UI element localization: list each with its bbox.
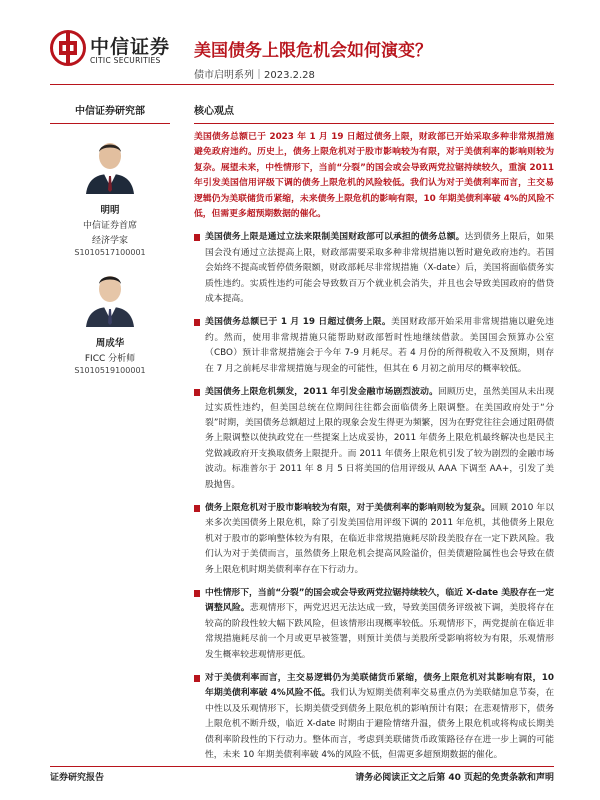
bullet-lead: 中性情形下，当前“分裂”的国会或会导致两党拉锯持续较久，临近 X-date 美股存在一定调整风险。 [205,587,554,614]
analyst-photo-icon [82,134,138,194]
list-item [194,671,554,763]
logo-name-en: CITIC SECURITIES [90,56,161,65]
list-item [194,385,554,493]
bullet-lead: 对于美债利率而言，主交易逻辑仍为美联储货币紧缩，债务上限危机对其影响有限，10 年期美债利率破 4%风险不低。 [205,673,554,699]
core-views-section [194,102,554,763]
bullet-body: 回顾 2010 年以来多次美国债务上限危机，除了引发美国信用评级下调的 2011 年危机，其他债务上限危机对于股市的影响整体较为有限，在临近非常规措施耗尽阶段美股存在一定下跌风险。我们认为对于美债而言，虽然债务上限危机会提高风险溢价，但美债避险属性也会导致在债务上限危机时期美债利率存在下行动力。 [205,502,554,575]
analyst-license-id: S1010519100001 [74,366,146,375]
bullet-square-icon [194,319,200,326]
bullet-body: 我们认为短期美债利率交易重点仍为美联储加息节奏，在中性以及乐观情形下，长期美债受到债务上限危机的影响预计有限；在悲观情形下，债务上限危机不断升级，临近 X-date 时期由于避险情绪升温，债务上限危机或将构成长期美债利率阶段性的下行动力。整体而言，考虑到美联储货币政策路径存在进一步上调的可能性，未来 10 年期美债利率破 4%的风险不低，但需更多超预期数据的催化。 [205,688,554,761]
sidebar-divider [50,123,170,124]
bullet-lead: 债务上限危机对于股市影响较为有限，对于美债利率的影响则较为复杂。 [205,502,491,513]
footer-disclaimer: 请务必阅读正文之后第 40 页起的免责条款和声明 [355,773,554,783]
bullet-lead: 美国债务上限危机频发，2011 年引发金融市场剧烈波动。 [205,387,439,398]
footer-report-type: 证券研究报告 [50,773,105,783]
citic-logo [50,30,180,70]
list-item [194,501,554,578]
footer-divider [50,766,554,767]
bullet-square-icon [194,234,200,241]
list-item [194,315,554,377]
section-divider [194,123,554,124]
logo-name-cn: 中信证券 [90,36,171,58]
bullet-square-icon [194,590,200,597]
analyst-title: 中信证券首席 [82,221,137,231]
analyst-name: 明明 [100,205,120,216]
analyst-card [50,134,170,257]
summary-paragraph: 美国债务总额已于 2023 年 1 月 19 日超过债务上限，财政部已开始采取多种非常规措施避免政府违约。历史上，债务上限危机对于股市影响较为有限，对于美债利率的影响则较为复杂。展望未来，中性情形下，当前“分裂”的国会或会导致两党拉锯持续较久，重演 2011 年引发美国信用评级下调的债务上限危机的风险较低。我们认为对于美债利率而言，主交易逻辑仍为美联储货币紧缩，未来债务上限危机的影响有限，10 年期美债利率破 4%的风险不低，但需更多超预期数据的催化。 [194,132,554,220]
analyst-name: 周成华 [95,338,125,349]
department-label: 中信证券研究部 [75,106,145,117]
bullet-body: 美国财政部开始采用非常规措施以避免违约。然而，使用非常规措施只能帮助财政部暂时性地继续借款。美国国会预算办公室（CBO）预计非常规措施会于今年 7-9 月耗尽。若 4 月份的所得税收入不及预期，则存在 7 月之前耗尽非常规措施与现金的可能性，但其在 6 月初之前用尽的概率较低。 [205,317,554,374]
report-subtitle: 债市启明系列｜2023.2.28 [194,70,315,81]
bullet-lead: 美国债务上限是通过立法来限制美国财政部可以承担的债务总额。 [205,232,465,243]
bullet-square-icon [194,505,200,512]
bullet-square-icon [194,389,200,396]
list-item [194,586,554,663]
bullet-body: 悲观情形下，两党迟迟无法达成一致，导致美国债务评级被下调，美股将存在较高的阶段性较大幅下跌风险，但该情形出现概率较低。乐观情形下，两党提前在临近非常规措施耗尽前一个月或更早被签署，则预计美债与美股所受影响将较为有限，乐观情形发生概率较悲观情形更低。 [205,603,554,660]
analyst-license-id: S1010517100001 [74,248,146,257]
analyst-title: 经济学家 [91,236,128,246]
analyst-title: FICC 分析师 [84,354,136,364]
section-heading: 核心观点 [194,106,234,117]
analyst-card [50,267,170,375]
list-item [194,230,554,307]
bullet-body: 达到债务上限后，如果国会没有通过立法提高上限，财政部需要采取多种非常规措施以暂时避免政府违约。若国会始终不提高或暂停债务限额，财政部耗尽非常规措施（X-date）后，美国将面临债务实质性违约。实质性违约可能会导致数百万个就业机会消失，并且也会导致美国政府的借贷成本提高。 [205,232,554,305]
bullet-square-icon [194,675,200,682]
analyst-sidebar [50,102,170,375]
header-divider [50,84,554,85]
citic-logo-icon [50,30,86,66]
analyst-photo-icon [82,267,138,327]
report-title: 美国债务上限危机会如何演变？ [194,41,432,61]
bullet-lead: 美国债务总额已于 1 月 19 日超过债务上限。 [205,317,391,328]
bullet-body: 回顾历史，虽然美国从未出现过实质性违约，但美国总统在位期间往往都会面临债务上限调整。在美国政府处于“分裂”时期，美国债务总额超过上限的现象会发生得更为频繁，因为在野党往往会通过阻碍债务上限调整以使执政党在一些提案上达成妥协，2011 年债务上限危机最终解决也是民主党做减政府开支换取债务上限提升。而 2011 年债务上限危机引发了较为剧烈的金融市场波动。标准普尔于 2011 年 8 月 5 日将美国的信用评级从 AAA 下调至 AA+，引发了美股抛售。 [205,387,554,490]
